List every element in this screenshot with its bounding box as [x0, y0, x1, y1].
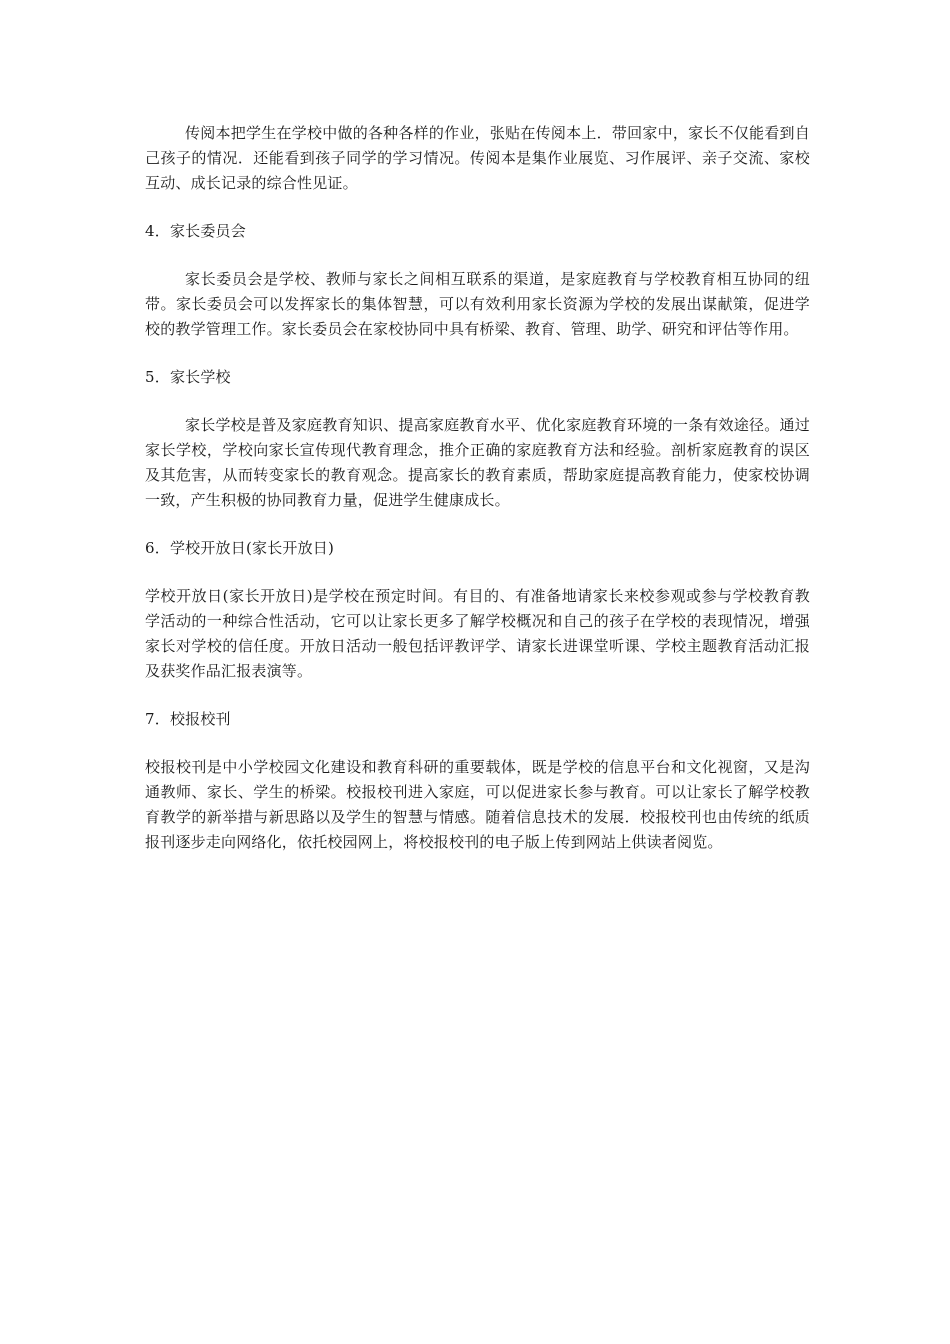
paragraph-open-day: 学校开放日(家长开放日)是学校在预定时间。有目的、有准备地请家长来校参观或参与学校教育教学活动的一种综合性活动，它可以让家长更多了解学校概况和自己的孩子在学校的表现情况，增强家长对学校的信任度。开放日活动一般包括评教评学、请家长进课堂听课、学校主题教育活动汇报及获奖作品汇报表演等。 [145, 587, 810, 680]
paragraph-parent-school: 家长学校是普及家庭教育知识、提高家庭教育水平、优化家庭教育环境的一条有效途径。通过家长学校，学校向家长宣传现代教育理念，推介正确的家庭教育方法和经验。剖析家庭教育的误区及其危害，从而转变家长的教育观念。提高家长的教育素质，帮助家庭提高教育能力，使家校协调一致，产生积极的协同教育力量，促进学生健康成长。 [145, 416, 810, 509]
heading-parent-committee: 4．家长委员会 [145, 222, 246, 240]
heading-school-newspaper: 7．校报校刊 [145, 710, 231, 728]
heading-open-day: 6．学校开放日(家长开放日) [145, 539, 335, 557]
paragraph-circulation-book: 传阅本把学生在学校中做的各种各样的作业，张贴在传阅本上．带回家中，家长不仅能看到自己孩子的情况．还能看到孩子同学的学习情况。传阅本是集作业展览、习作展评、亲子交流、家校互动、成长记录的综合性见证。 [145, 124, 810, 192]
document-body [145, 121, 810, 855]
paragraph-parent-committee: 家长委员会是学校、教师与家长之间相互联系的渠道，是家庭教育与学校教育相互协同的纽带。家长委员会可以发挥家长的集体智慧，可以有效利用家长资源为学校的发展出谋献策，促进学校的教学管理工作。家长委员会在家校协同中具有桥梁、教育、管理、助学、研究和评估等作用。 [145, 270, 810, 338]
heading-parent-school: 5．家长学校 [145, 368, 231, 386]
paragraph-school-newspaper: 校报校刊是中小学校园文化建设和教育科研的重要载体，既是学校的信息平台和文化视窗，又是沟通教师、家长、学生的桥梁。校报校刊进入家庭，可以促进家长参与教育。可以让家长了解学校教育教学的新举措与新思路以及学生的智慧与情感。随着信息技术的发展．校报校刊也由传统的纸质报刊逐步走向网络化，依托校园网上，将校报校刊的电子版上传到网站上供读者阅览。 [145, 758, 810, 851]
